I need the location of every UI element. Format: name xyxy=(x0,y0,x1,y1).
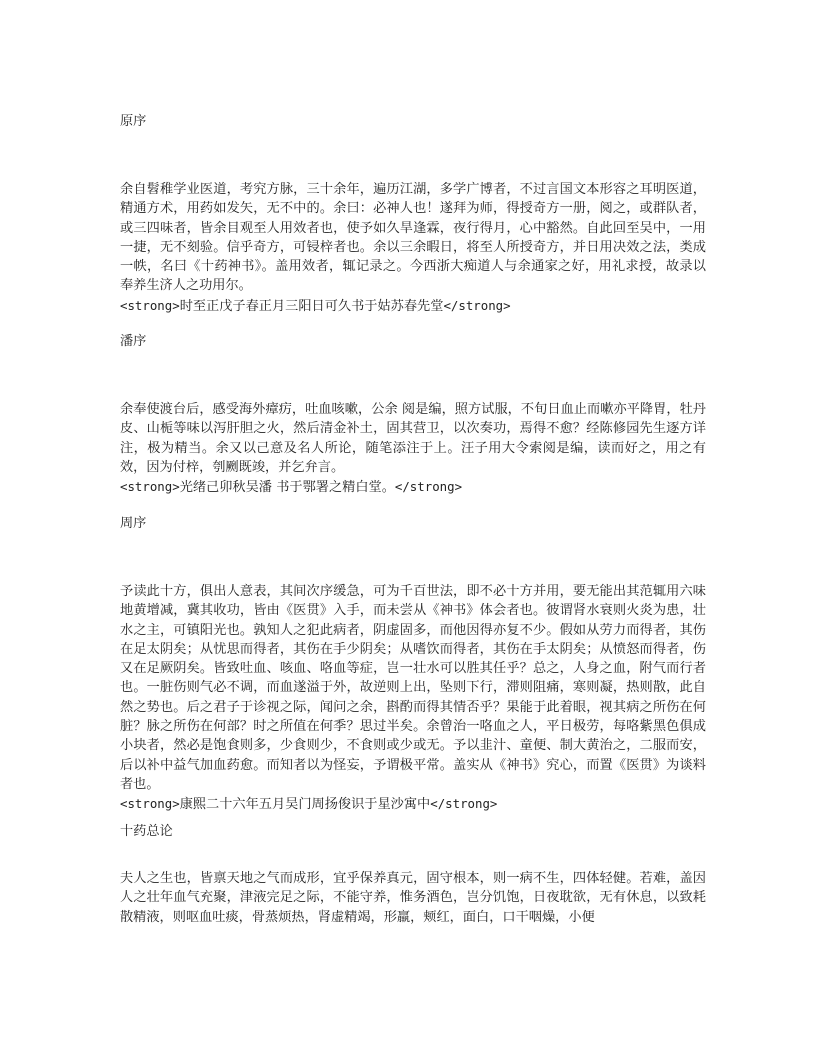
strong-open-tag: <strong> xyxy=(120,479,180,495)
signature-text: 康熙二十六年五月吴门周扬俊识于星沙寓中 xyxy=(179,797,431,813)
signature-pan-preface xyxy=(120,477,706,497)
paragraph-general-discussion: 夫人之生也，皆禀天地之气而成形，宜乎保养真元，固守根本，则一病不生，四体轻健。若难，盖因人之壮年血气充聚，津液完足之际，不能守养，惟务酒色，岂分饥饱，日夜耽欲，无有休息，以致耗散精液，则呕血吐痰，骨蒸烦热，肾虚精竭，形羸，颊红，面白，口干咽燥，小便 xyxy=(120,871,706,925)
section-heading-general-discussion: 十药总论 xyxy=(120,824,173,839)
paragraph-pan-preface: 余奉使渡台后，感受海外瘴疠，吐血咳嗽，公余 阅是编，照方试服，不旬日血止而嗽亦平降胃，牡丹皮、山栀等味以泻肝胆之火，然后清金补土，固其营卫，以次奏功，焉得不愈？经陈修园先生逐方详注，极为精当。余又以己意及名人所论，随笔添注于上。汪子用大令索阅是编，读而好之，用之有效，因为付梓，刳劂既竣，并乞弁言。 xyxy=(120,402,706,475)
strong-open-tag: <strong> xyxy=(120,796,180,812)
strong-close-tag: </strong> xyxy=(394,479,463,495)
signature-text: 光绪己卯秋吴潘 书于鄂署之精白堂。 xyxy=(179,480,395,496)
signature-zhou-preface xyxy=(120,794,706,814)
section-body-zhou-preface xyxy=(120,582,706,815)
strong-close-tag: </strong> xyxy=(430,796,498,812)
strong-open-tag: <strong> xyxy=(120,297,180,313)
section-heading-original-preface: 原序 xyxy=(120,114,147,129)
section-heading-pan-preface: 潘序 xyxy=(120,334,147,349)
strong-close-tag: </strong> xyxy=(443,297,511,313)
paragraph-zhou-preface: 予读此十方，俱出人意表，其间次序缓急，可为千百世法，即不必十方并用，要无能出其范辄用六味地黄增减，冀其收功，皆由《医贯》入手，而未尝从《神书》体会者也。彼谓肾水衰则火炎为患，壮水之主，可镇阳光也。孰知人之犯此病者，阴虚固多，而他因得亦复不少。假如从劳力而得者，其伤在足太阴矣；从忧思而得者，其伤在手少阴矣；从嗜饮而得者，其伤在手太阴矣；从愤怒而得者，伤又在足厥阴矣。皆致吐血、咳血、咯血等症，岂一壮水可以胜其任乎？总之，人身之血，附气而行者也。一脏伤则气必不调，而血遂溢于外，故逆则上出，坠则下行，滞则阻痛，寒则凝，热则散，此自然之势也。后之君子于诊视之际，闻问之余，斟酌而得其情否乎？果能于此着眼，视其病之所伤在何脏？脉之所伤在何部？时之所值在何季？思过半矣。余曾治一咯血之人，平日极劳，每咯紫黑色俱成小块者，然必是饱食则多，少食则少，不食则或少或无。予以韭汁、童便、制大黄治之，二服而安，后以补中益气加血药愈。而知者以为怪妄，予谓极平常。盖实从《神书》究心，而置《医贯》为谈料者也。 xyxy=(120,584,706,792)
signature-text: 时至正戊子春正月三阳日可久书于姑苏春先堂 xyxy=(179,298,444,314)
section-body-general-discussion xyxy=(120,869,706,927)
section-body-pan-preface xyxy=(120,400,706,497)
signature-original-preface xyxy=(120,296,706,316)
section-body-original-preface xyxy=(120,180,706,316)
section-heading-zhou-preface: 周序 xyxy=(120,516,147,531)
paragraph-original-preface: 余自髫稚学业医道，考究方脉，三十余年，遍历江湖，多学广博者，不过言国文本形容之耳明医道，精通方术，用药如发矢，无不中的。余曰：必神人也！遂拜为师，得授奇方一册，阅之，或群队者，或三四味者，皆余目观至人用效者也，使予如久旱逢霖，夜行得月，心中豁然。自此回至吴中，一用一捷，无不刻验。信乎奇方，可锓梓者也。余以三余暇日，将至人所授奇方，并日用决效之法，类成一帙，名曰《十药神书》。盖用效者，辄记录之。今西浙大痴道人与余通家之好，用礼求授，故录以奉养生济人之功用尔。 xyxy=(120,182,706,294)
